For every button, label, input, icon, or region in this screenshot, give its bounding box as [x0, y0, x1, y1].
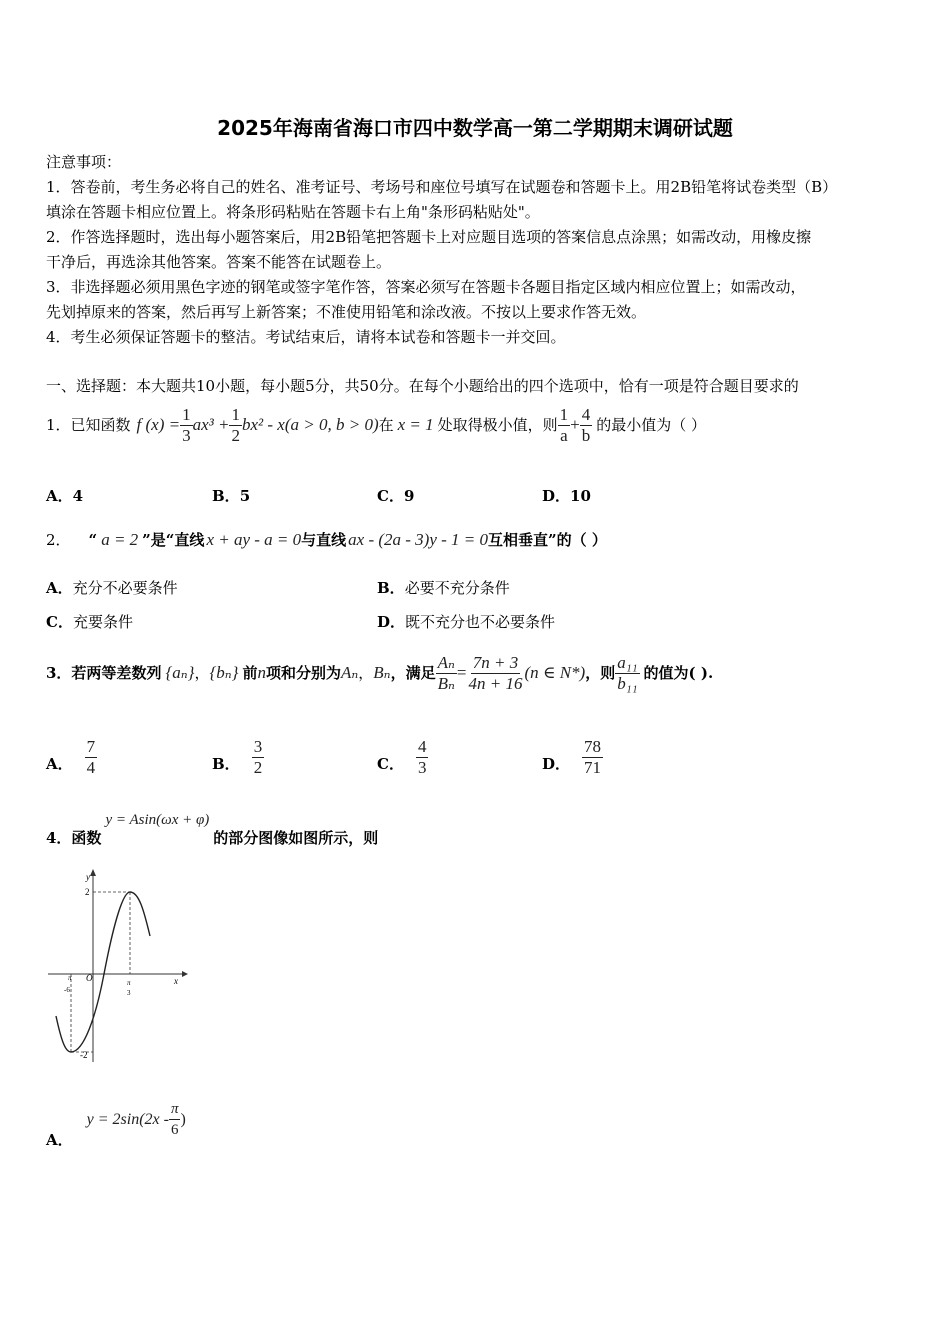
q3-an: Aₙ	[341, 663, 359, 682]
q1-mid: 在	[378, 415, 394, 434]
graph-y-label: y	[86, 872, 90, 882]
q1-cond: x = 1	[397, 415, 434, 434]
q3-option-c[interactable]: C． $\frac{4}{3}$	[377, 737, 427, 777]
q3-frac-left: $\frac{\text{Aₙ}}{\text{Bₙ}}$	[437, 652, 455, 693]
q1-option-d[interactable]: D．10	[542, 487, 591, 505]
graph-ymin-label: -2	[80, 1050, 88, 1060]
q1-func-lhs: f (x) =	[136, 415, 181, 434]
q3-frac-right: $\frac{7n + 3}{4n + 16}$	[468, 652, 523, 693]
graph-xleft-num: π	[68, 974, 72, 982]
notice-heading: 注意事项：	[46, 153, 122, 171]
q1-frac-1: $\frac{1}{3}$	[182, 404, 191, 445]
q2-text-3: 互相垂直”的（ ）	[488, 530, 607, 549]
q3-text-1: 前	[242, 663, 258, 682]
q4-suffix: 的部分图像如图所示，则	[213, 829, 379, 847]
q3-bn: Bₙ	[373, 663, 391, 682]
q3-text-4: ，则	[585, 663, 616, 682]
notice-line: 先划掉原来的答案，然后再写上新答案；不准使用铅笔和涂改液。不按以上要求作答无效。	[46, 303, 647, 321]
q3-option-d[interactable]: D． $\frac{78}{71}$	[542, 737, 602, 777]
q2-line-2: ax - (2a - 3)y - 1 = 0	[348, 530, 489, 549]
q3-domain: (n ∈ N*)	[524, 663, 586, 682]
q1-option-c[interactable]: C．9	[377, 487, 415, 505]
page-title: 2025年海南省海口市四中数学高一第二学期期末调研试题	[217, 116, 733, 140]
q1-term-2: bx² - x(a > 0, b > 0)	[241, 415, 379, 434]
q1-frac-3: $\frac{1}{a}$	[559, 404, 569, 445]
q3-seq-1: {aₙ}	[165, 663, 195, 682]
q2-text-1: ”是“直线	[142, 530, 205, 549]
notice-line: 干净后，再选涂其他答案。答案不能答在试题卷上。	[46, 253, 392, 271]
q3-comma: ，	[194, 663, 210, 682]
q3-frac-ab: $\frac{\text{a₁₁}}{\text{b₁₁}}$	[617, 652, 638, 693]
q4-func: y = Asin(ωx + φ)	[105, 812, 210, 828]
q1-frac-2: $\frac{1}{2}$	[231, 404, 240, 445]
q4-prefix: 4．函数	[46, 829, 102, 847]
q4-opt-a-frac: $\frac{\pi}{6}$	[170, 1101, 179, 1138]
q3-text-3: ，满足	[390, 663, 436, 682]
q2-option-d[interactable]: D．既不充分也不必要条件	[377, 613, 556, 631]
notice-line: 4．考生必须保证答题卡的整洁。考试结束后，请将本试卷和答题卡一并交回。	[46, 328, 566, 346]
q1-term-1: ax³ +	[192, 415, 230, 434]
q3-option-b[interactable]: B． $\frac{3}{2}$	[212, 737, 263, 777]
section-heading: 一、选择题：本大题共10小题，每小题5分，共50分。在每个小题给出的四个选项中，恰有一项是符合题目要求的	[46, 377, 799, 395]
q2-option-c[interactable]: C．充要条件	[46, 613, 133, 631]
q4-opt-a-pre: y = 2sin(2x -	[86, 1110, 169, 1128]
notice-line: 1．答卷前，考生务必将自己的姓名、准考证号、考场号和座位号填写在试题卷和答题卡上。用2B铅笔将试卷类型（B）	[46, 178, 838, 196]
graph-xleft-den: -6	[64, 986, 70, 994]
q1-frac-4: $\frac{4}{b}$	[581, 404, 591, 445]
q1-mid2: 处取得极小值，则	[437, 415, 558, 434]
q1-plus: +	[570, 415, 580, 434]
q2-option-a[interactable]: A．充分不必要条件	[46, 579, 178, 597]
q2-text-2: 与直线	[301, 530, 347, 549]
q3-eq: =	[456, 663, 467, 682]
question-1	[46, 400, 706, 450]
q4-sine-graph	[44, 866, 194, 1066]
q2-cond: a = 2	[101, 530, 139, 549]
graph-xright-num: π	[127, 979, 131, 987]
q1-option-a[interactable]: A．4	[46, 487, 84, 505]
q2-option-b[interactable]: B．必要不充分条件	[377, 579, 510, 597]
q4-option-a[interactable]: A． y = 2sin(2x - $\frac{\pi}{6}$ )	[46, 1101, 186, 1149]
q1-prefix: 1．已知函数	[46, 415, 131, 434]
q3-text-2: 项和分别为	[265, 663, 341, 682]
graph-xright-den: 3	[127, 989, 131, 997]
notice-line: 填涂在答题卡相应位置上。将条形码粘贴在答题卡右上角"条形码粘贴处"。	[46, 203, 540, 221]
question-3	[46, 648, 713, 698]
graph-origin-label: O	[86, 973, 93, 983]
graph-x-label: x	[174, 976, 178, 986]
q4-opt-a-post: )	[180, 1110, 186, 1128]
q3-option-a[interactable]: A． $\frac{7}{4}$	[46, 737, 96, 777]
q3-seq-2: {bₙ}	[209, 663, 239, 682]
q3-suffix: 的值为( ).	[643, 663, 714, 682]
notice-line: 3．非选择题必须用黑色字迹的钢笔或签字笔作答，答案必须写在答题卡各题目指定区域内相应位置上；如需改动，	[46, 278, 806, 296]
q1-option-b[interactable]: B．5	[212, 487, 251, 505]
q3-n: n	[257, 663, 266, 682]
q2-prefix: 2．	[46, 530, 71, 549]
question-2	[46, 527, 607, 553]
q3-prefix: 3．若两等差数列	[46, 663, 162, 682]
q2-line-1: x + ay - a = 0	[206, 530, 302, 549]
question-4	[46, 812, 378, 852]
graph-ymax-label: 2	[85, 887, 90, 897]
q2-quote: “	[88, 530, 98, 549]
q3-comma-2: ，	[358, 663, 374, 682]
q1-suffix: 的最小值为（ ）	[596, 415, 707, 434]
notice-line: 2．作答选择题时，选出每小题答案后，用2B铅笔把答题卡上对应题目选项的答案信息点涂黑；如需改动，用橡皮擦	[46, 228, 812, 246]
